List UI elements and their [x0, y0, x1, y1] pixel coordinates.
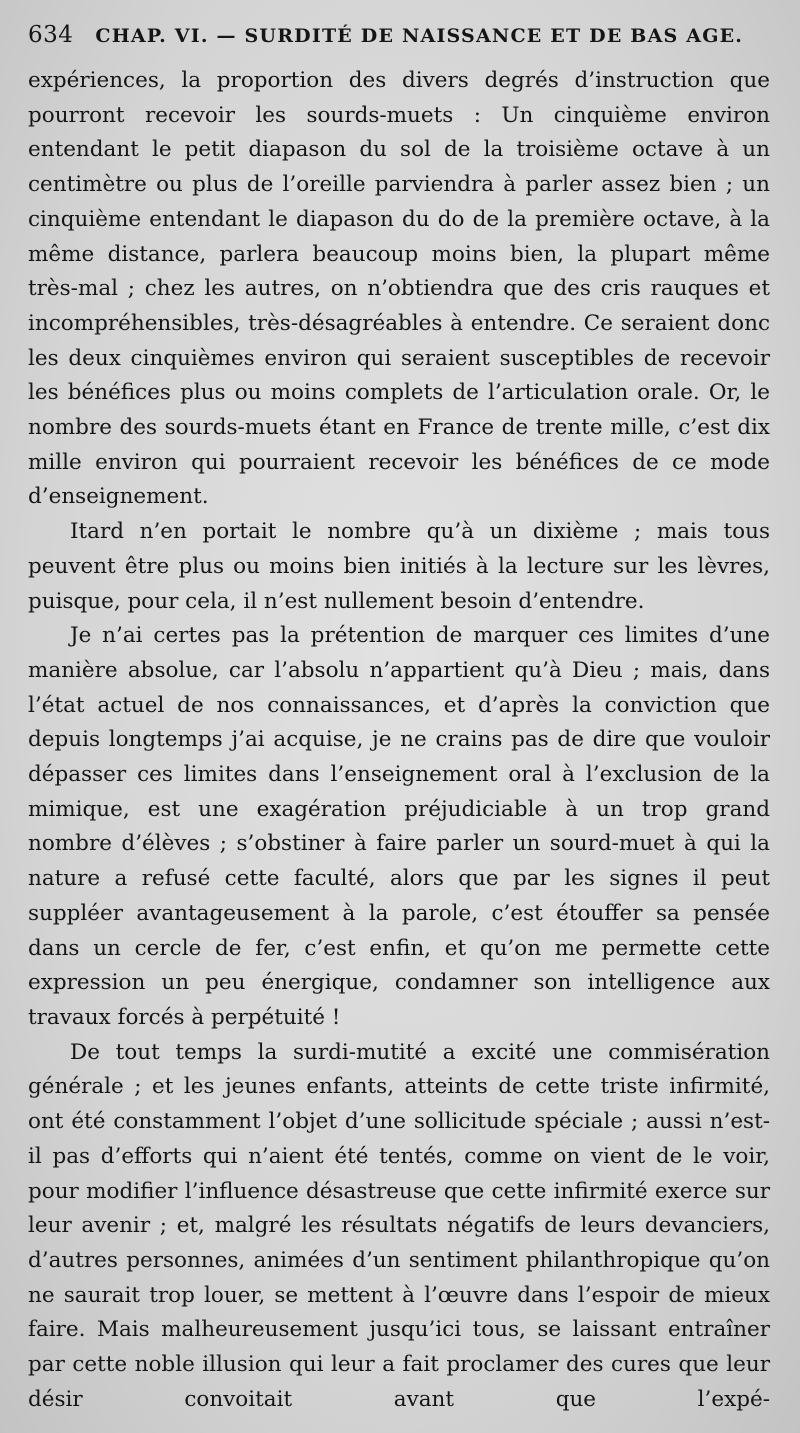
paragraph-1: expériences, la proportion des divers degrés d’instruction que pourront recevoir les sourds-muets : Un cinquième environ entendant le petit diapason du sol de la troisième octave à un centimètre ou plus de l’oreille parviendra à parler assez bien ; un cinquième entendant le diapason du do de la première octave, à la même distance, parlera beaucoup moins bien, la plupart même très-mal ; chez les autres, on n’obtiendra que des cris rauques et incompréhensibles, très-désagréables à entendre. Ce seraient donc les deux cinquièmes environ qui seraient susceptibles de recevoir les bénéfices plus ou moins complets de l’articulation orale. Or, le nombre des sourds-muets étant en France de trente mille, c’est dix mille environ qui pourraient recevoir les bénéfices de ce mode d’enseignement. [28, 68, 770, 510]
heading-separator: — [216, 25, 237, 47]
running-head [28, 22, 770, 64]
body-text [28, 64, 770, 1417]
chapter-heading [95, 25, 743, 47]
paragraph-3: Je n’ai certes pas la prétention de marquer ces limites d’une manière absolue, car l’absolu n’appartient qu’à Dieu ; mais, dans l’état actuel de nos connaissances, et d’après la conviction que depuis longtemps j’ai acquise, je ne crains pas de dire que vouloir dépasser ces limites dans l’enseignement oral à l’exclusion de la mimique, est une exagération préjudiciable à un trop grand nombre d’élèves ; s’obstiner à faire parler un sourd-muet à qui la nature a refusé cette faculté, alors que par les signes il peut suppléer avantageusement à la parole, c’est étouffer sa pensée dans un cercle de fer, c’est enfin, et qu’on me permette cette expression un peu énergique, condamner son intelligence aux travaux forcés à perpétuité ! [28, 623, 770, 1030]
page-number: 634 [28, 22, 74, 48]
chapter-title: SURDITÉ DE NAISSANCE ET DE BAS AGE. [244, 25, 744, 47]
paragraph-2: Itard n’en portait le nombre qu’à un dixième ; mais tous peuvent être plus ou moins bien initiés à la lecture sur les lèvres, puisque, pour cela, il n’est nullement besoin d’entendre. [28, 519, 770, 614]
chapter-label: CHAP. VI. [95, 25, 209, 47]
paragraph-4: De tout temps la surdi-mutité a excité une commisération générale ; et les jeunes enfants, atteints de cette triste infirmité, ont été constamment l’objet d’une sollicitude spéciale ; aussi n’est-il pas d’efforts qui n’aient été tentés, comme on vient de le voir, pour modifier l’influence désastreuse que cette infirmité exerce sur leur avenir ; et, malgré les résultats négatifs de leurs devanciers, d’autres personnes, animées d’un sentiment philanthropique qu’on ne saurait trop louer, se mettent à l’œuvre dans l’espoir de mieux faire. Mais malheureusement jusqu’ici tous, se laissant entraîner par cette noble illusion qui leur a fait proclamer des cures que leur désir convoitait avant que l’expé- [28, 1039, 770, 1412]
